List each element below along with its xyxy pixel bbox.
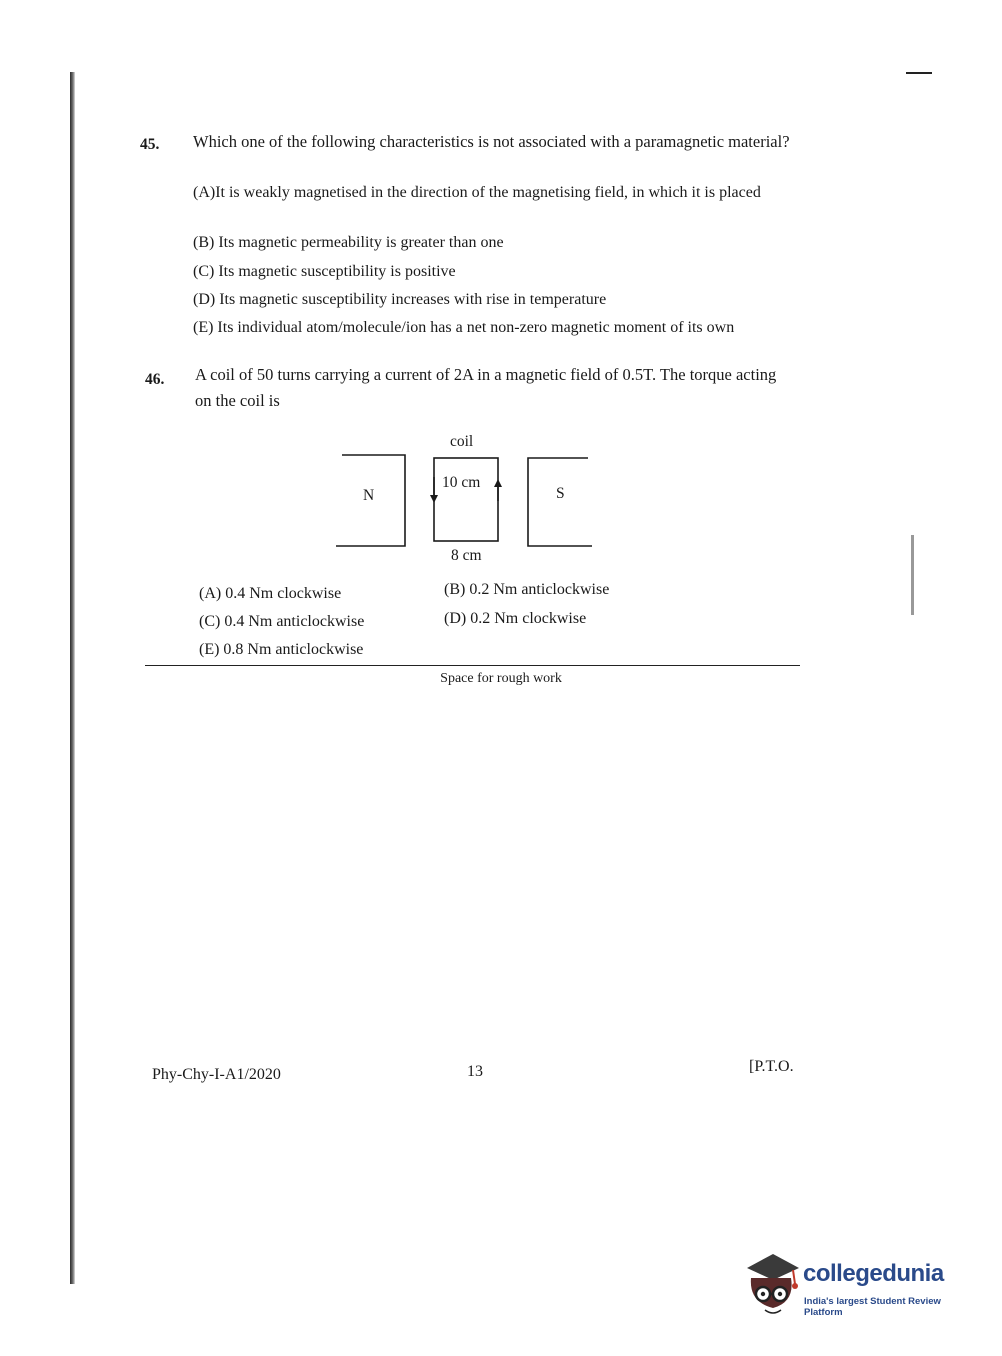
rough-work-label: Space for rough work [440, 671, 562, 686]
question-45-option-c: (C) Its magnetic susceptibility is positive [193, 263, 456, 280]
question-46-option-c: (C) 0.4 Nm anticlockwise [199, 613, 365, 630]
page-number: 13 [467, 1063, 483, 1080]
question-46-option-d: (D) 0.2 Nm clockwise [444, 610, 587, 627]
arrow-up-icon [494, 479, 502, 487]
question-46-option-b: (B) 0.2 Nm anticlockwise [444, 581, 610, 598]
arrow-down-icon [430, 495, 438, 503]
logo-tagline: India's largest Student Review Platform [804, 1296, 941, 1318]
logo-wordmark: collegedunia [803, 1260, 944, 1287]
mascot-icon [743, 1250, 803, 1320]
question-45-number: 45. [140, 136, 160, 153]
coil-height-label: 10 cm [442, 474, 481, 491]
south-magnet-pole [528, 458, 592, 546]
please-turn-over: [P.T.O. [749, 1058, 794, 1075]
edge-mark [911, 535, 914, 615]
question-45-option-a: (A)It is weakly magnetised in the direction of the magnetising field, in which it is placed [193, 184, 761, 201]
south-pole-label: S [556, 485, 565, 502]
question-46-option-e: (E) 0.8 Nm anticlockwise [199, 641, 364, 658]
collegedunia-logo [743, 1250, 973, 1320]
coil-label: coil [450, 433, 474, 450]
question-46-number: 46. [145, 371, 165, 388]
question-45-option-d: (D) Its magnetic susceptibility increases with rise in temperature [193, 291, 607, 308]
paper-code: Phy-Chy-I-A1/2020 [152, 1066, 281, 1083]
question-46-option-a: (A) 0.4 Nm clockwise [199, 585, 342, 602]
coil-loop [434, 458, 498, 541]
coil-magnet-diagram [330, 425, 610, 570]
question-45-option-e: (E) Its individual atom/molecule/ion has a net non-zero magnetic moment of its own [193, 319, 735, 336]
question-45-stem: Which one of the following characteristics is not associated with a paramagnetic material? [193, 132, 790, 151]
question-45-option-b: (B) Its magnetic permeability is greater than one [193, 234, 504, 251]
rough-work-divider [145, 665, 800, 666]
question-46-stem: A coil of 50 turns carrying a current of 2A in a magnetic field of 0.5T. The torque acting on the coil is [195, 365, 777, 410]
corner-mark [906, 72, 932, 74]
coil-width-label: 8 cm [451, 547, 482, 564]
north-pole-label: N [363, 487, 375, 504]
